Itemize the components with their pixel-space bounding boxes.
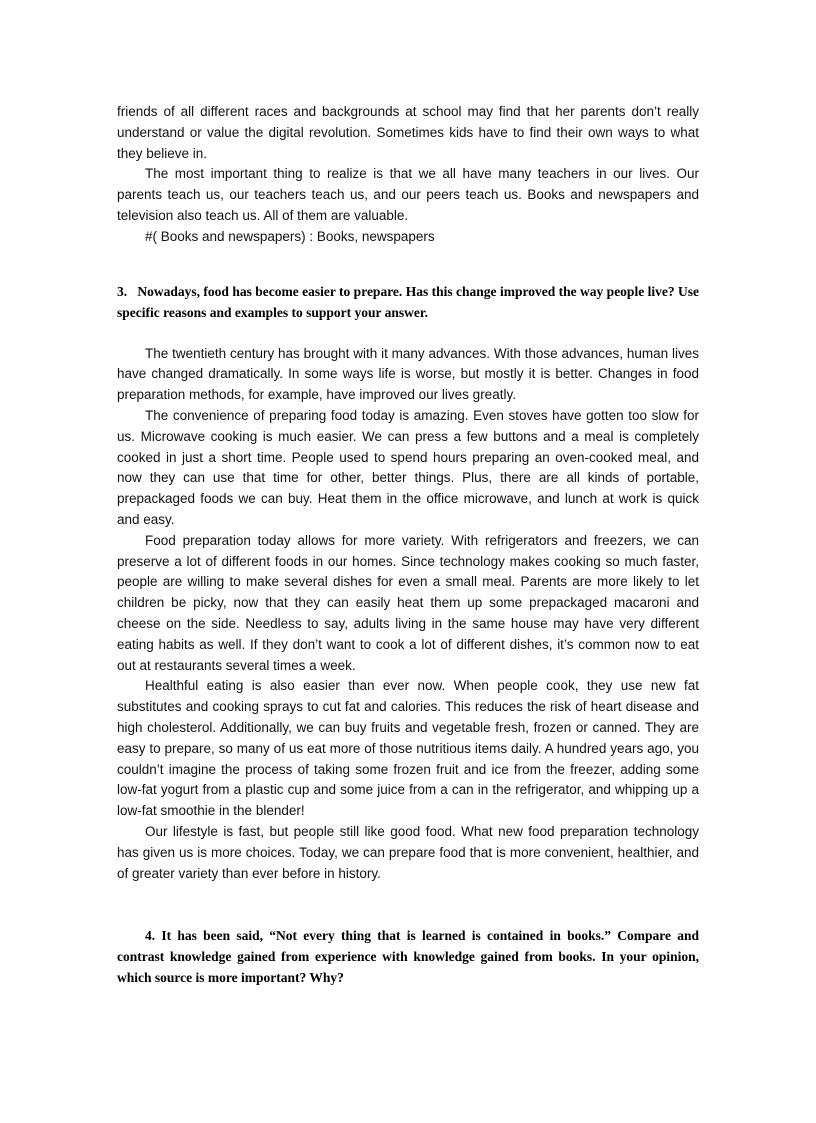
- essay-paragraph: Healthful eating is also easier than ever now. When people cook, they use new fat substitutes and cooking sprays to cut fat and calories. This reduces the risk of heart disease and high cholesterol. Additionally, we can buy fruits and vegetable fresh, frozen or canned. They are easy to prepare, so many of us eat more of those nutritious items daily. A hundred years ago, you couldn’t imagine the process of taking some frozen fruit and ice from the freezer, adding some low-fat yogurt from a plastic cup and some juice from a can in the refrigerator, and whipping up a low-fat smoothie in the blender!: [117, 678, 699, 819]
- essay-paragraph: Food preparation today allows for more variety. With refrigerators and freezers, we can preserve a lot of different foods in our homes. Since technology makes cooking so much faster, people are willing to make several dishes for even a small meal. Parents are more likely to let children be picky, now that they can easily heat them up some prepackaged macaroni and cheese on the side. Needless to say, adults living in the same house may have very different eating habits as well. If they don’t want to cook a lot of different dishes, it’s common now to eat out at restaurants several times a week.: [117, 532, 699, 673]
- essay-paragraph: The twentieth century has brought with it many advances. With those advances, human lives have changed dramatically. In some ways life is worse, but mostly it is better. Changes in food preparation methods, for example, have improved our lives greatly.: [117, 345, 699, 403]
- question-4-prompt: 4. It has been said, “Not every thing that is learned is contained in books.” Compare and contrast knowledge gained from experience with knowledge gained from books. In your opinion, which source is more important? Why?: [117, 928, 699, 986]
- essay-paragraph: The most important thing to realize is that we all have many teachers in our lives. Our parents teach us, our teachers teach us, and our peers teach us. Books and newspapers and television also teach us. All of them are valuable.: [117, 166, 699, 223]
- essay-paragraph: friends of all different races and backgrounds at school may find that her parents don’t really understand or value the digital revolution. Sometimes kids have to find their own ways to what they believe in.: [117, 104, 699, 161]
- spacer: [117, 884, 699, 925]
- essay-paragraph: The convenience of preparing food today is amazing. Even stoves have gotten too slow for us. Microwave cooking is much easier. We can press a few buttons and a meal is completely cooked in just a short time. People used to spend hours preparing an oven-cooked meal, and now they can use that time for other, better things. Plus, there are all kinds of portable, prepackaged foods we can buy. Heat them in the office microwave, and lunch at work is quick and easy.: [117, 407, 699, 527]
- spacer: [117, 248, 699, 281]
- essay-paragraph: Our lifestyle is fast, but people still like good food. What new food preparation technology has given us is more choices. Today, we can prepare food that is more convenient, healthier, and of greater variety than ever before in history.: [117, 823, 699, 881]
- document-page: [117, 102, 703, 988]
- essay-note: #( Books and newspapers) : Books, newspapers: [145, 228, 435, 244]
- spacer: [117, 323, 699, 344]
- question-3-prompt: 3. Nowadays, food has become easier to prepare. Has this change improved the way people live? Use specific reasons and examples to support your answer.: [117, 283, 703, 320]
